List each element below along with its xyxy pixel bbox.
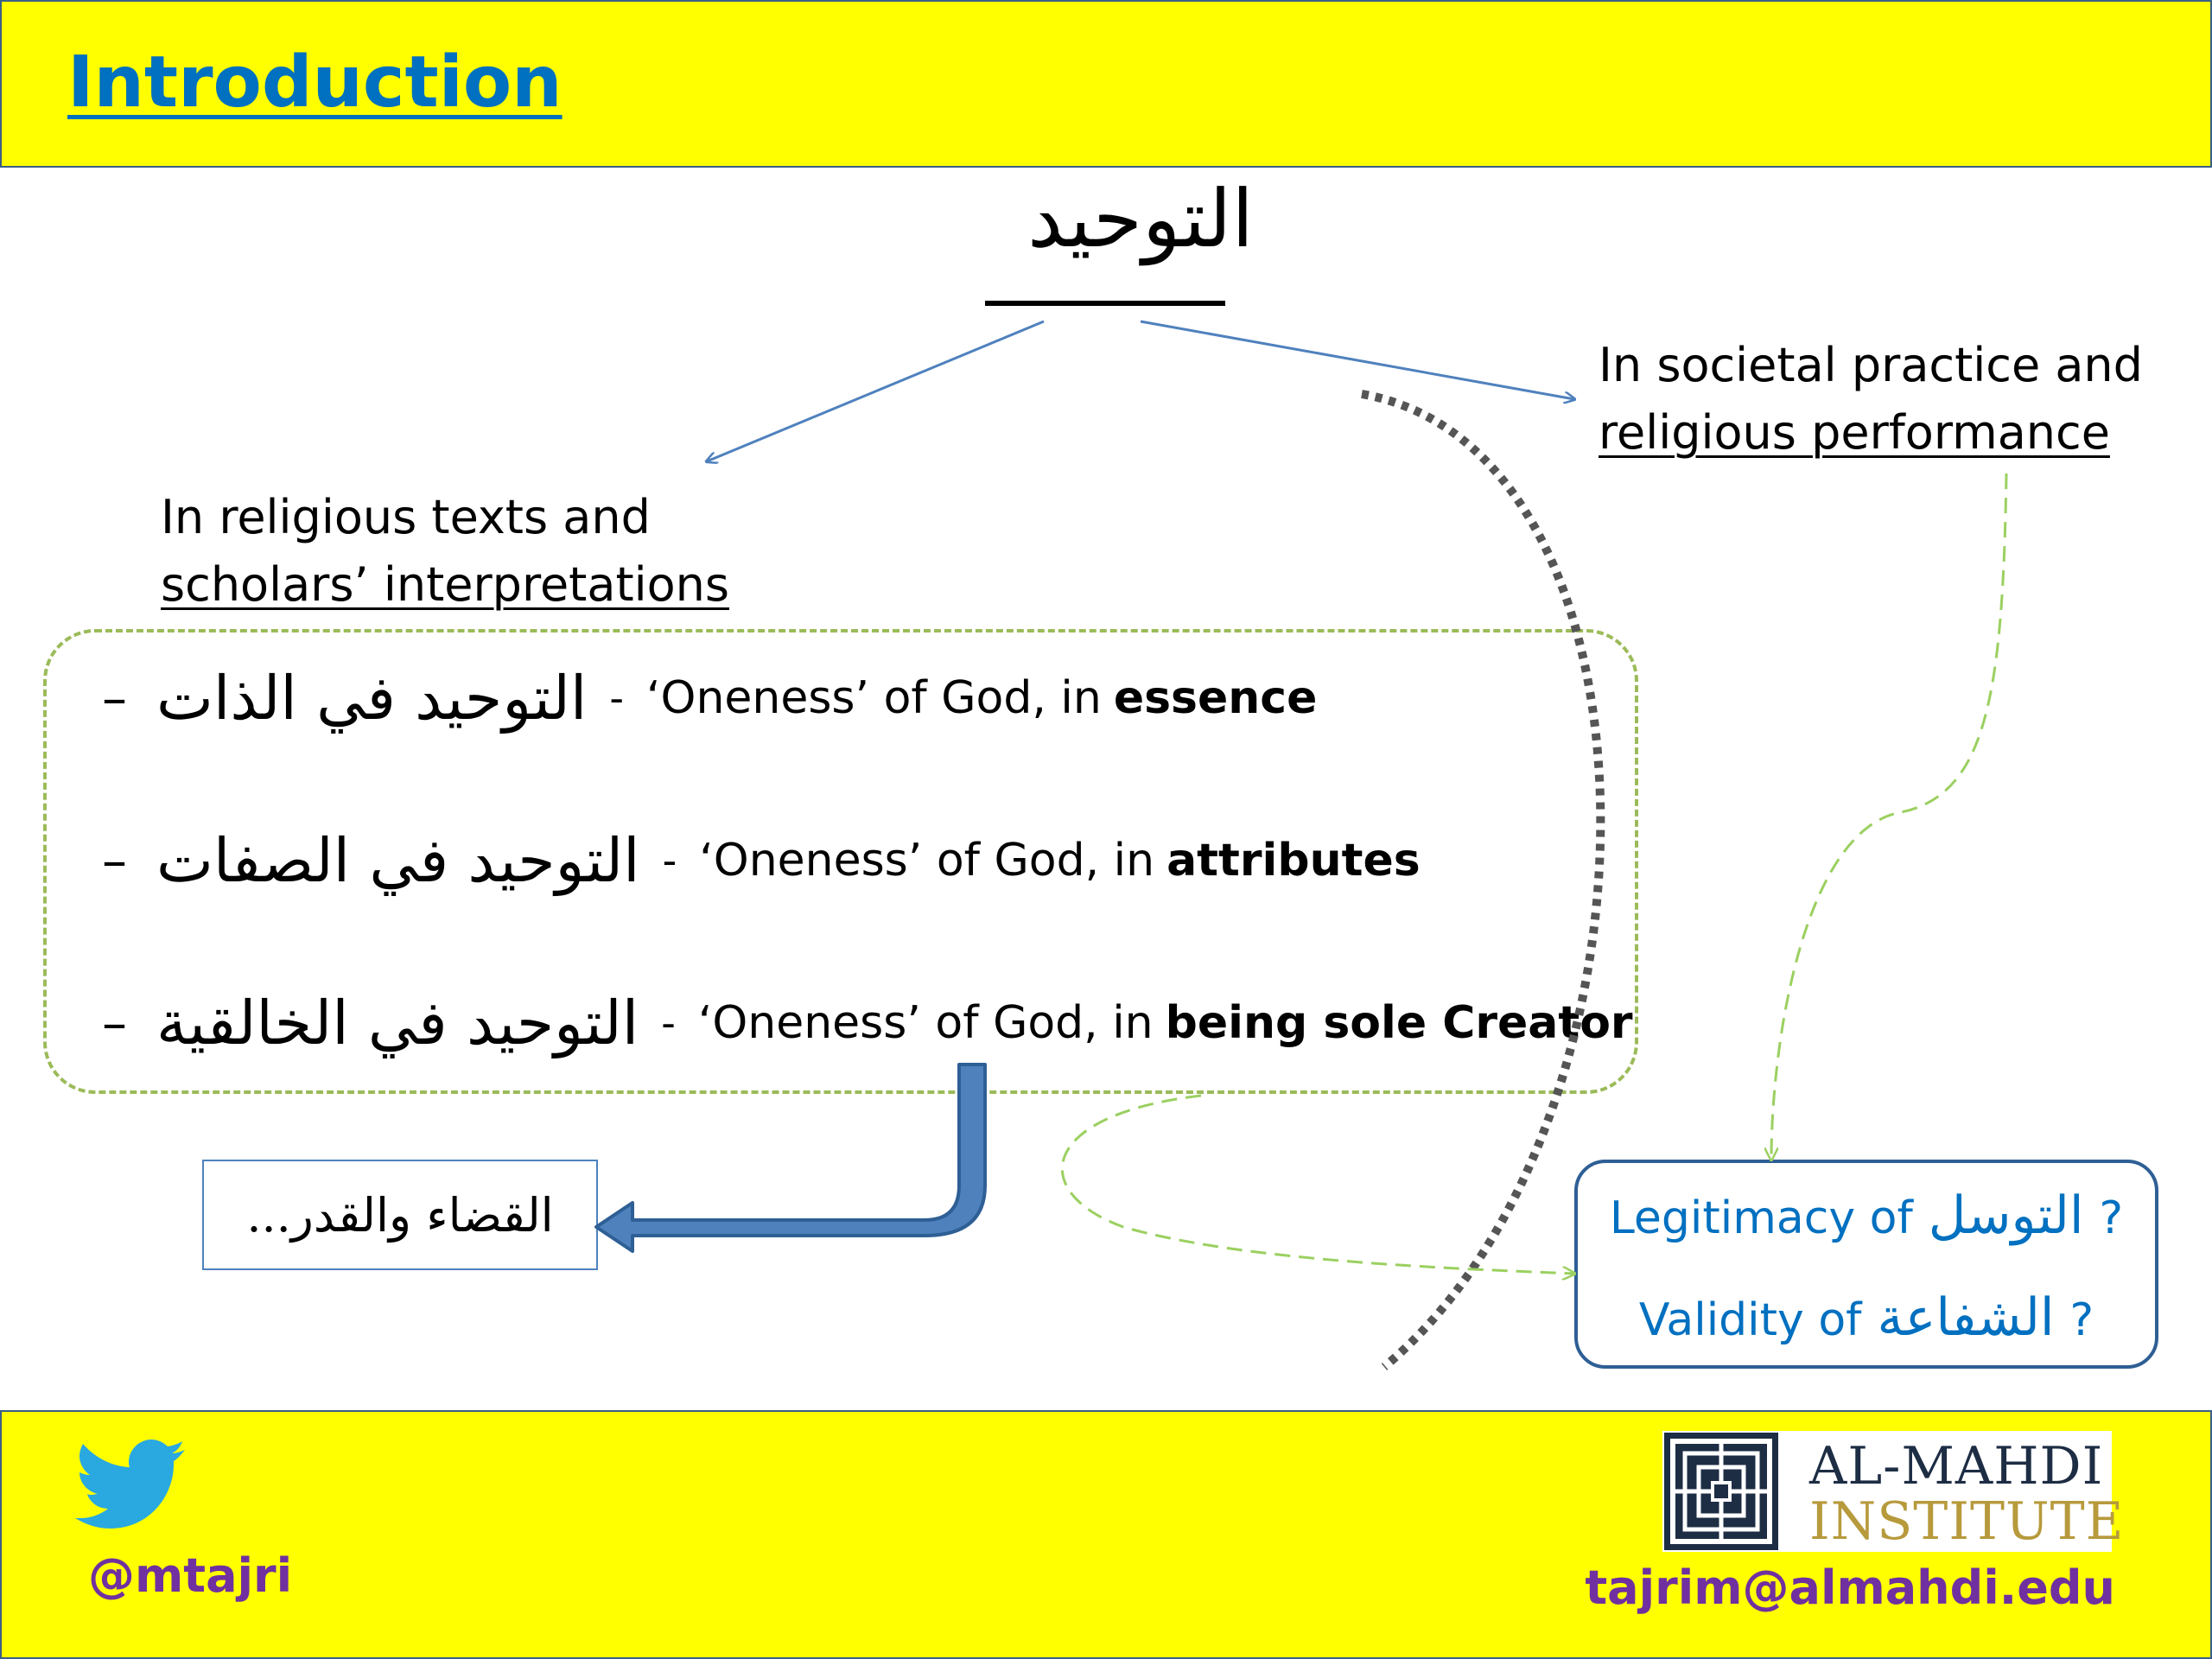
bullet-separator: - (661, 1000, 676, 1046)
bullet-arabic: التوحيد في الخالقية (156, 988, 639, 1058)
left-branch-arrow (707, 321, 1044, 461)
bullet-separator: - (662, 837, 677, 884)
al-mahdi-institute-logo (1662, 1431, 2125, 1552)
logo-text-line2: INSTITUTE (1809, 1491, 2125, 1552)
qadha-qadar-text: القضاء والقدر... (246, 1187, 554, 1243)
left-branch-line1: In religious texts and (161, 490, 651, 544)
twitter-handle[interactable]: @mtajri (88, 1548, 293, 1603)
question-english: Validity of (1638, 1294, 1862, 1346)
right-branch-line2: religious performance (1599, 405, 2110, 460)
bullet-separator: - (609, 675, 624, 721)
separator-curve (1362, 394, 1600, 1367)
question-arabic: الشفاعة (1877, 1287, 2055, 1348)
question-mark: ? (2099, 1192, 2124, 1244)
bullet-arabic: التوحيد في الذات (156, 663, 588, 734)
bullet-dash: – (102, 831, 127, 890)
twitter-bird-icon (74, 1440, 187, 1531)
bullet-english: ‘Oneness’ of God, in (697, 997, 1154, 1049)
bullet-english: ‘Oneness’ of God, in (699, 835, 1155, 887)
right-branch-line1: In societal practice and (1599, 338, 2143, 392)
question-english: Legitimacy of (1609, 1192, 1913, 1244)
tawhid-heading: التوحيد (1027, 173, 1254, 265)
contact-email[interactable]: tajrim@almahdi.edu (1585, 1560, 2115, 1615)
bullet-bold-term: being sole Creator (1165, 997, 1633, 1049)
practice-to-questions-connector (1771, 474, 2006, 1160)
bullet-english: ‘Oneness’ of God, in (645, 672, 1102, 724)
bullet-dash: – (102, 669, 127, 728)
kufic-square-logo-icon (1664, 1433, 1778, 1550)
bullet-bold-term: attributes (1166, 835, 1421, 887)
bullet-dash: – (102, 994, 127, 1052)
right-branch-arrow (1141, 321, 1574, 399)
bullet-bold-term: essence (1113, 672, 1318, 724)
question-mark: ? (2069, 1294, 2094, 1346)
left-branch-line2: scholars’ interpretations (161, 557, 730, 612)
question-arabic: التوسل (1928, 1185, 2084, 1246)
qadha-bent-arrow (596, 1065, 985, 1251)
logo-text-line1: AL-MAHDI (1809, 1436, 2104, 1497)
slide-title: Introduction (67, 41, 563, 124)
bullet-arabic: التوحيد في الصفات (156, 825, 640, 896)
group-to-questions-connector (1062, 1096, 1574, 1274)
